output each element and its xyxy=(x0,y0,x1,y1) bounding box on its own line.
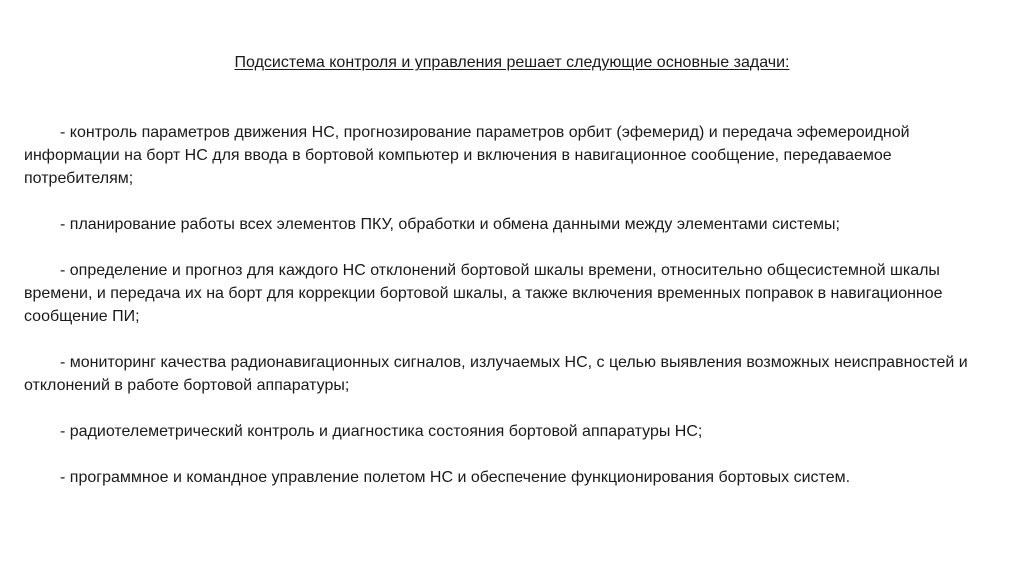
slide-title: Подсистема контроля и управления решает следующие основные задачи: xyxy=(234,54,790,71)
task-item-time-scale: - определение и прогноз для каждого НС отклонений бортовой шкалы времени, относительно общесистемной шкалы времени, и передача их на борт для коррекции бортовой шкалы, а также включения временных поправок в навигационное сообщение ПИ; xyxy=(24,262,943,325)
task-item-orbit-control: - контроль параметров движения НС, прогнозирование параметров орбит (эфемерид) и передача эфемероидной информации на борт НС для ввода в бортовой компьютер и включения в навигационное сообщение, передаваемое потребителям; xyxy=(24,124,910,187)
task-item-telemetry: - радиотелеметрический контроль и диагностика состояния бортовой аппаратуры НС; xyxy=(60,423,703,440)
task-item-signal-monitoring: - мониторинг качества радионавигационных сигналов, излучаемых НС, с целью выявления возможных неисправностей и отклонений в работе бортовой аппаратуры; xyxy=(24,354,968,394)
task-item-planning: - планирование работы всех элементов ПКУ, обработки и обмена данными между элементами системы; xyxy=(60,216,840,233)
task-item-flight-control: - программное и командное управление полетом НС и обеспечение функционирования бортовых систем. xyxy=(60,469,851,486)
task-list xyxy=(24,121,1004,489)
